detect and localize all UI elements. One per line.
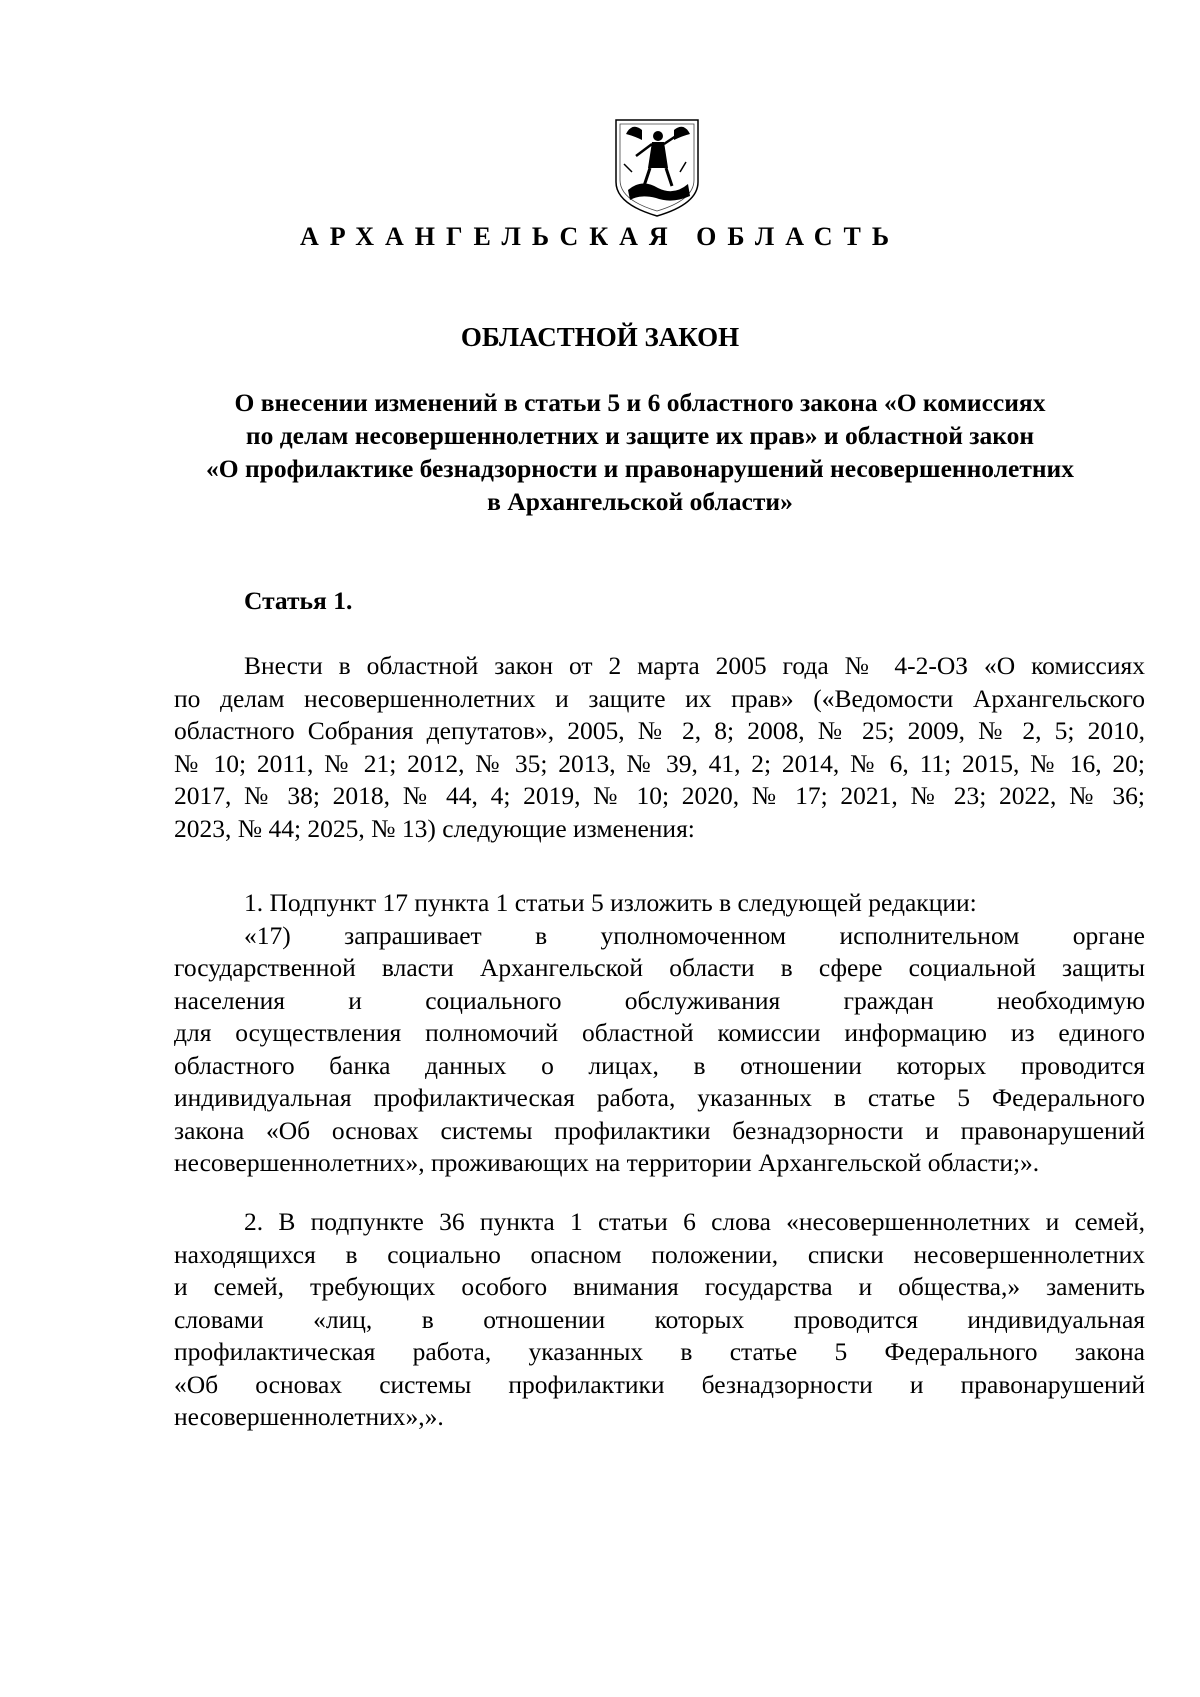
text-line: несовершеннолетних»,».	[174, 1402, 444, 1431]
text-line: № 10; 2011, № 21; 2012, № 35; 2013, № 39, 41, 2; 2014, № 6, 11; 2015, № 16, 20;	[174, 748, 1145, 778]
text-line: государственной власти Архангельской области в сфере социальной защиты	[174, 953, 1145, 982]
region-name: АРХАНГЕЛЬСКАЯ ОБЛАСТЬ	[299, 222, 901, 251]
text-line: закона «Об основах системы профилактики безнадзорности и правонарушений	[174, 1115, 1145, 1145]
text-line: 2023, № 44; 2025, № 13) следующие изменения:	[174, 813, 695, 843]
text-line: «Об основах системы профилактики безнадзорности и правонарушений	[174, 1369, 1145, 1399]
text-line: по делам несовершеннолетних и защите их прав» («Ведомости Архангельского	[174, 683, 1145, 713]
text-line: и семей, требующих особого внимания государства и общества,» заменить	[174, 1272, 1145, 1301]
text-line: 1. Подпункт 17 пункта 1 статьи 5 изложить в следующей редакции:	[244, 888, 977, 917]
law-title-line: в Архангельской области»	[487, 487, 793, 516]
text-line: 2. В подпункте 36 пункта 1 статьи 6 слова «несовершеннолетних и семей,	[244, 1207, 1145, 1236]
text-line: находящихся в социально опасном положении, списки несовершеннолетних	[174, 1239, 1145, 1269]
law-title	[160, 386, 1120, 518]
text-line: для осуществления полномочий областной комиссии информацию из единого	[174, 1018, 1145, 1047]
law-title-line: по делам несовершеннолетних и защите их прав» и областной закон	[245, 421, 1035, 450]
intro-paragraph	[174, 650, 1145, 845]
amendment-item-2	[174, 1206, 1145, 1434]
text-line: областного банка данных о лицах, в отношении которых проводится	[174, 1050, 1145, 1080]
text-line: 2017, № 38; 2018, № 44, 4; 2019, № 10; 2020, № 17; 2021, № 23; 2022, № 36;	[174, 781, 1145, 810]
law-title-line: «О профилактике безнадзорности и правонарушений несовершеннолетних	[206, 454, 1074, 483]
document-type: ОБЛАСТНОЙ ЗАКОН	[460, 322, 740, 352]
text-line: профилактическая работа, указанных в статье 5 Федерального закона	[174, 1337, 1145, 1366]
article-heading: Статья 1.	[244, 586, 353, 615]
amendment-item-1	[174, 887, 1145, 1180]
law-title-line: О внесении изменений в статьи 5 и 6 областного закона «О комиссиях	[234, 388, 1046, 417]
text-line: словами «лиц, в отношении которых проводится индивидуальная	[174, 1304, 1145, 1334]
text-line: «17) запрашивает в уполномоченном исполнительном органе	[244, 920, 1145, 950]
text-line: областного Собрания депутатов», 2005, № 2, 8; 2008, № 25; 2009, № 2, 5; 2010,	[174, 716, 1145, 745]
text-line: индивидуальная профилактическая работа, указанных в статье 5 Федерального	[174, 1083, 1145, 1112]
coat-of-arms-emblem	[612, 112, 702, 220]
text-line: населения и социального обслуживания граждан необходимую	[174, 985, 1145, 1015]
text-line: несовершеннолетних», проживающих на территории Архангельской области;».	[174, 1148, 1040, 1177]
text-line: Внести в областной закон от 2 марта 2005 года № 4-2-ОЗ «О комиссиях	[244, 651, 1145, 680]
